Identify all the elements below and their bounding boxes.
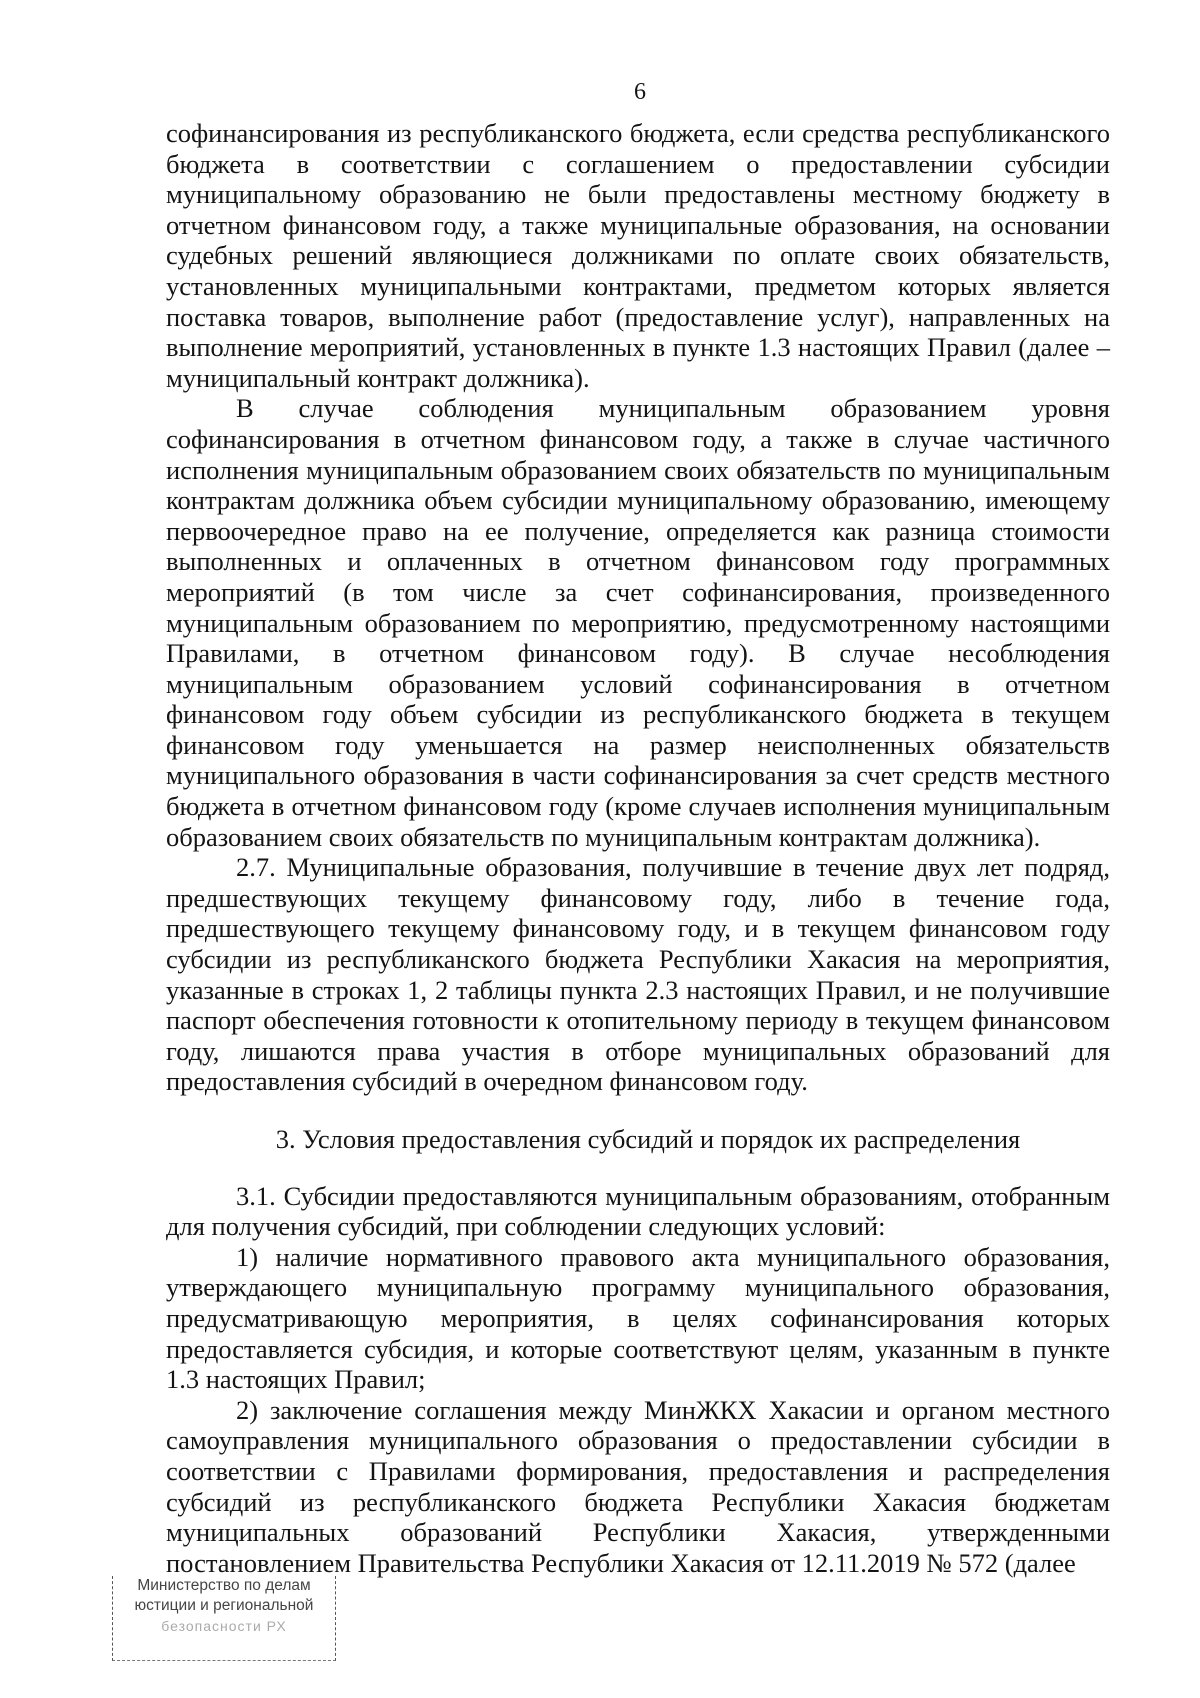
list-item-1: 1) наличие нормативного правового акта муниципального образования, утверждающего муниципальную программу муниципального образования, предусматривающую мероприятия, в целях софинансирования которых предоставляется субсидия, и которые соответствуют целям, указанным в пункте 1.3 настоящих Правил; [166, 1241, 1110, 1395]
stamp-line-2: юстиции и региональной [134, 1597, 314, 1614]
section-heading-3: 3. Условия предоставления субсидий и порядок их распределения [275, 1124, 1021, 1154]
page-number: 6 [634, 79, 646, 105]
paragraph-3-1: 3.1. Субсидии предоставляются муниципальным образованиям, отобранным для получения субсидий, при соблюдении следующих условий: [166, 1180, 1110, 1242]
paragraph-cofinancing: В случае соблюдения муниципальным образованием уровня софинансирования в отчетном финансовом году, а также в случае частичного исполнения муниципальным образованием своих обязательств по муниципальным контрактам должника объем субсидии муниципальному образованию, имеющему первоочередное право на ее получение, определяется как разница стоимости выполненных и оплаченных в отчетном финансовом году программных мероприятий (в том числе за счет софинансирования, произведенного муниципальным образованием по мероприятию, предусмотренному настоящими Правилами, в отчетном финансовом году). В случае несоблюдения муниципальным образованием условий софинансирования в отчетном финансовом году объем субсидии из республиканского бюджета в текущем финансовом году уменьшается на размер неисполненных обязательств муниципального образования в части софинансирования за счет средств местного бюджета в отчетном финансовом году (кроме случаев исполнения муниципальным образованием своих обязательств по муниципальным контрактам должника). [166, 393, 1110, 852]
list-item-2: 2) заключение соглашения между МинЖКХ Хакасии и органом местного самоуправления муниципального образования о предоставлении субсидии в соответствии с Правилами формирования, предоставления и распределения субсидий из республиканского бюджета Республики Хакасия бюджетам муниципальных образований Республики Хакасия, утвержденными постановлением Правительства Республики Хакасия от 12.11.2019 № 572 (далее [166, 1394, 1110, 1578]
paragraph-2-7: 2.7. Муниципальные образования, получившие в течение двух лет подряд, предшествующих текущему финансовому году, либо в течение года, предшествующего текущему финансовому году, и в текущем финансовом году субсидии из республиканского бюджета Республики Хакасия на мероприятия, указанные в строках 1, 2 таблицы пункта 2.3 настоящих Правил, и не получившие паспорт обеспечения готовности к отопительному периоду в текущем финансовом году, лишаются права участия в отборе муниципальных образований для предоставления субсидий в очередном финансовом году. [166, 852, 1110, 1097]
stamp-line-3: безопасности РХ [161, 1618, 287, 1634]
ministry-stamp [112, 1576, 336, 1661]
stamp-line-1: Министерство по делам [137, 1577, 311, 1594]
document-body [166, 118, 1110, 1578]
paragraph-continuation: софинансирования из республиканского бюджета, если средства республиканского бюджета в соответствии с соглашением о предоставлении субсидии муниципальному образованию не были предоставлены местному бюджету в отчетном финансовом году, а также муниципальные образования, на основании судебных решений являющиеся должниками по оплате своих обязательств, установленных муниципальными контрактами, предметом которых является поставка товаров, выполнение работ (предоставление услуг), направленных на выполнение мероприятий, установленных в пункте 1.3 настоящих Правил (далее – муниципальный контракт должника). [166, 118, 1110, 393]
